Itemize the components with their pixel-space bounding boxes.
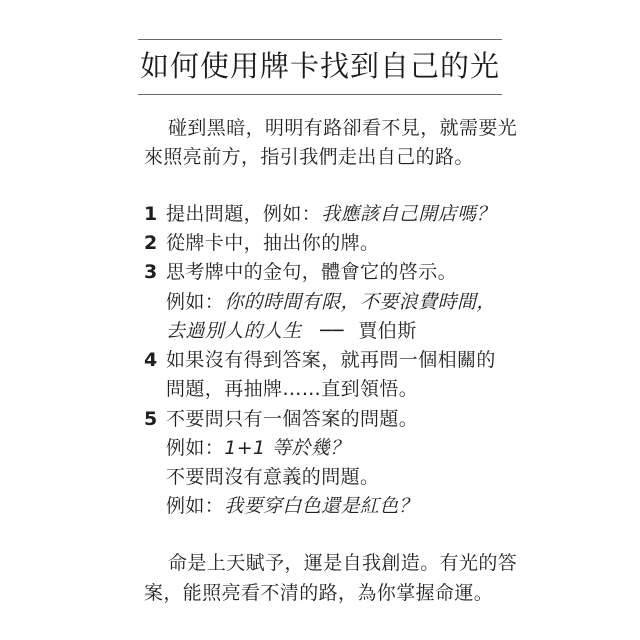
step-4-line-2: 問題，再抽牌……直到領悟。 — [166, 378, 419, 400]
title-top-rule — [138, 39, 502, 40]
step-5-text: 不要問只有一個答案的問題。 — [166, 408, 419, 430]
step-4-number: 4 — [144, 349, 158, 371]
step-5-example-1-text: 1+1 等於幾？ — [224, 437, 350, 459]
step-3-number: 3 — [144, 261, 158, 283]
step-5-example-2 — [166, 492, 418, 520]
step-5-example-2-text: 我要穿白色還是紅色？ — [224, 495, 419, 517]
step-1-number: 1 — [144, 203, 158, 225]
step-3-quote-line-2: 去過別人的人生 — [166, 320, 302, 342]
step-5-example-prefix-1: 例如： — [166, 437, 225, 459]
page-title: 如何使用牌卡找到自己的光 — [139, 49, 500, 83]
title-bottom-rule — [138, 94, 502, 95]
step-2-number: 2 — [144, 232, 158, 254]
step-1-label: 提出問題，例如： — [166, 203, 322, 225]
closing-line-1: 命是上天賦予，運是自我創造。有光的答 — [168, 552, 518, 574]
step-5-example-prefix-2: 例如： — [166, 495, 225, 517]
step-5-text-2: 不要問沒有意義的問題。 — [166, 466, 380, 488]
step-3-quote-line-1: 你的時間有限，不要浪費時間， — [224, 291, 496, 313]
step-5-number: 5 — [144, 408, 158, 430]
step-1-example: 我應該自己開店嗎？ — [321, 203, 496, 225]
intro-line-1: 碰到黑暗，明明有路卻看不見，就需要光 — [168, 117, 518, 139]
step-3-example-prefix: 例如： — [166, 291, 225, 313]
closing-line-2: 案，能照亮看不清的路，為你掌握命運。 — [144, 582, 494, 604]
intro-line-2: 來照亮前方，指引我們走出自己的路。 — [144, 146, 474, 168]
step-3-author: 賈伯斯 — [358, 320, 417, 342]
step-1-text — [166, 200, 496, 228]
step-3-example-line-2 — [166, 317, 417, 345]
step-2-text: 從牌卡中，抽出你的牌。 — [166, 232, 380, 254]
step-3-text: 思考牌中的金句，體會它的啓示。 — [166, 261, 458, 283]
step-3-example-line-1 — [166, 288, 496, 316]
step-3-dash: ── — [320, 320, 344, 342]
step-5-example-1 — [166, 434, 350, 462]
step-4-line-1: 如果沒有得到答案，就再問一個相關的 — [166, 349, 496, 371]
